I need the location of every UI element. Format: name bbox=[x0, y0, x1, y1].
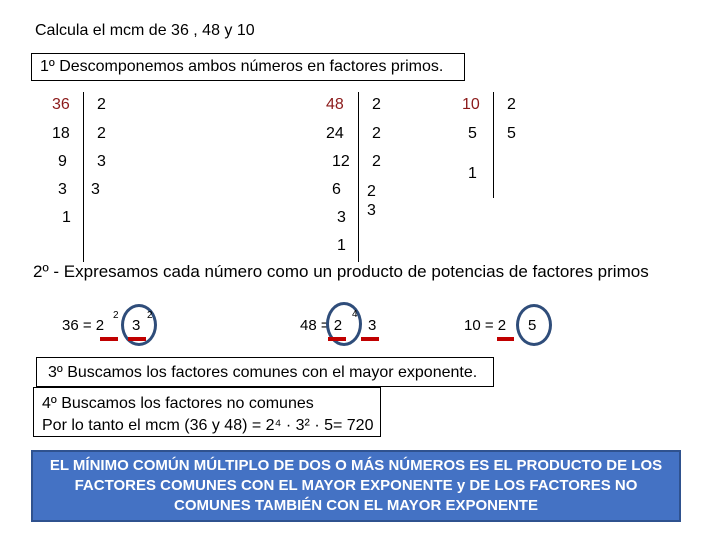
factor: 2 bbox=[97, 125, 106, 142]
quotient-9: 9 bbox=[58, 153, 67, 170]
expression-36-base2: 3 bbox=[132, 317, 141, 334]
quotient-48: 48 bbox=[326, 96, 344, 113]
quotient-5: 5 bbox=[468, 125, 477, 142]
underline-mark bbox=[361, 337, 379, 341]
step4-box bbox=[33, 387, 381, 437]
expression-36-lhs: 36 = 2 bbox=[62, 317, 105, 334]
factor: 3 bbox=[91, 181, 100, 198]
conclusion-line: FACTORES COMUNES CON EL MAYOR EXPONENTE y DE LOS FACTORES NO bbox=[74, 477, 638, 494]
page-title: Calcula el mcm de 36 , 48 y 10 bbox=[35, 22, 255, 39]
underline-mark bbox=[328, 337, 346, 341]
step1-box bbox=[31, 53, 465, 81]
factor: 2 bbox=[97, 96, 106, 113]
conclusion-banner bbox=[31, 450, 681, 522]
factor: 2 bbox=[372, 125, 381, 142]
quotient-24: 24 bbox=[326, 125, 344, 142]
expression-48-lhs: 48 = 2 bbox=[300, 317, 343, 334]
underline-mark bbox=[497, 337, 514, 341]
divider-line-10 bbox=[493, 92, 494, 198]
exponent: 2 bbox=[147, 310, 153, 321]
factor: 3 bbox=[97, 153, 106, 170]
exponent: 4 bbox=[352, 309, 358, 320]
step4-text: 4º Buscamos los factores no comunes bbox=[42, 395, 314, 412]
conclusion-line: COMUNES TAMBIÉN CON EL MAYOR EXPONENTE bbox=[174, 497, 538, 514]
quotient-3: 3 bbox=[337, 209, 346, 226]
step3-text: 3º Buscamos los factores comunes con el mayor exponente. bbox=[48, 364, 478, 381]
underline-mark bbox=[100, 337, 118, 341]
exponent: 2 bbox=[113, 310, 119, 321]
divider-line-36 bbox=[83, 92, 84, 262]
step1-text: 1º Descomponemos ambos números en factores primos. bbox=[40, 58, 444, 75]
factor: 2 bbox=[367, 183, 376, 200]
quotient-3: 3 bbox=[58, 181, 67, 198]
expression-10-base2: 5 bbox=[528, 317, 537, 334]
quotient-10: 10 bbox=[462, 96, 480, 113]
expression-48-base2: 3 bbox=[368, 317, 377, 334]
expression-10-lhs: 10 = 2 bbox=[464, 317, 507, 334]
quotient-18: 18 bbox=[52, 125, 70, 142]
quotient-1: 1 bbox=[62, 209, 71, 226]
step2-text: 2º - Expresamos cada número como un producto de potencias de factores primos bbox=[33, 262, 649, 281]
quotient-1: 1 bbox=[337, 237, 346, 254]
divider-line-48 bbox=[358, 92, 359, 262]
conclusion-line: EL MÍNIMO COMÚN MÚLTIPLO DE DOS O MÁS NÚMEROS ES EL PRODUCTO DE LOS bbox=[49, 457, 663, 474]
factor: 3 bbox=[367, 202, 376, 219]
quotient-1: 1 bbox=[468, 165, 477, 182]
mcm-result: Por lo tanto el mcm (36 y 48) = 2⁴ · 3² · 5= 720 bbox=[42, 417, 374, 434]
quotient-12: 12 bbox=[332, 153, 350, 170]
factor: 2 bbox=[372, 153, 381, 170]
factor: 2 bbox=[507, 96, 516, 113]
factor: 2 bbox=[372, 96, 381, 113]
factor: 5 bbox=[507, 125, 516, 142]
underline-mark bbox=[128, 337, 146, 341]
quotient-36: 36 bbox=[52, 96, 70, 113]
quotient-6: 6 bbox=[332, 181, 341, 198]
step3-box bbox=[36, 357, 494, 387]
